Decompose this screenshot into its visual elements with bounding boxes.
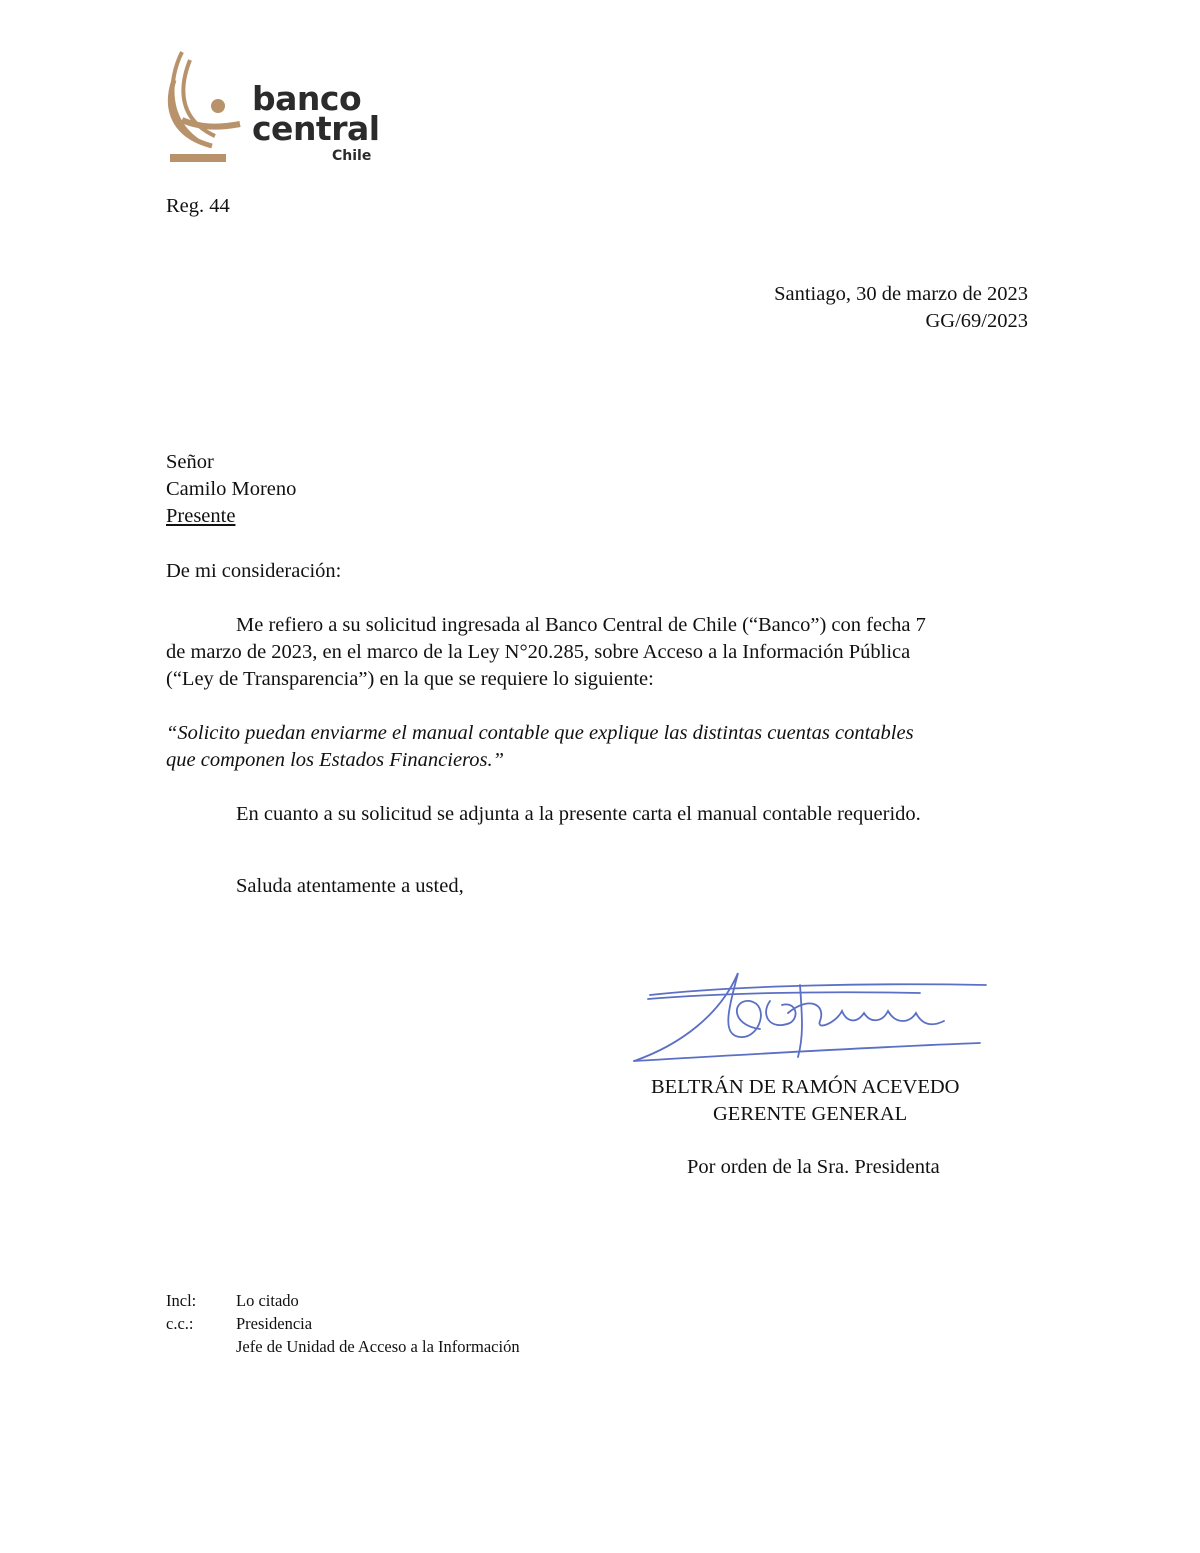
footer-incl-label: Incl: <box>166 1291 197 1310</box>
signer-name: BELTRÁN DE RAMÓN ACEVEDO <box>651 1076 960 1098</box>
signer-title: GERENTE GENERAL <box>713 1103 908 1125</box>
body-paragraph-1-line-2: de marzo de 2023, en el marco de la Ley N°20.285, sobre Acceso a la Información Pública <box>166 641 911 663</box>
registry-number: Reg. 44 <box>166 195 230 217</box>
greeting: De mi consideración: <box>166 560 342 582</box>
request-quote-line-2: que componen los Estados Financieros.” <box>166 749 505 771</box>
footer-cc-value-1: Presidencia <box>236 1314 313 1333</box>
footer-cc-label: c.c.: <box>166 1314 194 1333</box>
footer-cc-value-2: Jefe de Unidad de Acceso a la Información <box>236 1337 520 1356</box>
signer-order: Por orden de la Sra. Presidenta <box>687 1156 940 1178</box>
logo-text-chile: Chile <box>332 148 372 164</box>
recipient-presente: Presente <box>166 505 236 527</box>
closing: Saluda atentamente a usted, <box>236 875 464 897</box>
recipient-salutation: Señor <box>166 451 214 473</box>
recipient-name: Camilo Moreno <box>166 478 297 500</box>
bank-logo <box>160 50 390 170</box>
request-quote-line-1: “Solicito puedan enviarme el manual contable que explique las distintas cuentas contables <box>166 722 914 744</box>
logo-text-banco: banco <box>252 79 362 118</box>
body-paragraph-2: En cuanto a su solicitud se adjunta a la presente carta el manual contable requerido. <box>236 803 921 825</box>
body-paragraph-1-line-1: Me refiero a su solicitud ingresada al Banco Central de Chile (“Banco”) con fecha 7 <box>236 614 926 636</box>
reference-code: GG/69/2023 <box>925 310 1028 332</box>
logo-emblem-icon <box>160 50 250 170</box>
logo-text-central: central <box>252 109 380 148</box>
handwritten-signature <box>620 965 1000 1075</box>
place-date: Santiago, 30 de marzo de 2023 <box>774 283 1028 305</box>
body-paragraph-1-line-3: (“Ley de Transparencia”) en la que se requiere lo siguiente: <box>166 668 654 690</box>
footer-incl-value: Lo citado <box>236 1291 299 1310</box>
